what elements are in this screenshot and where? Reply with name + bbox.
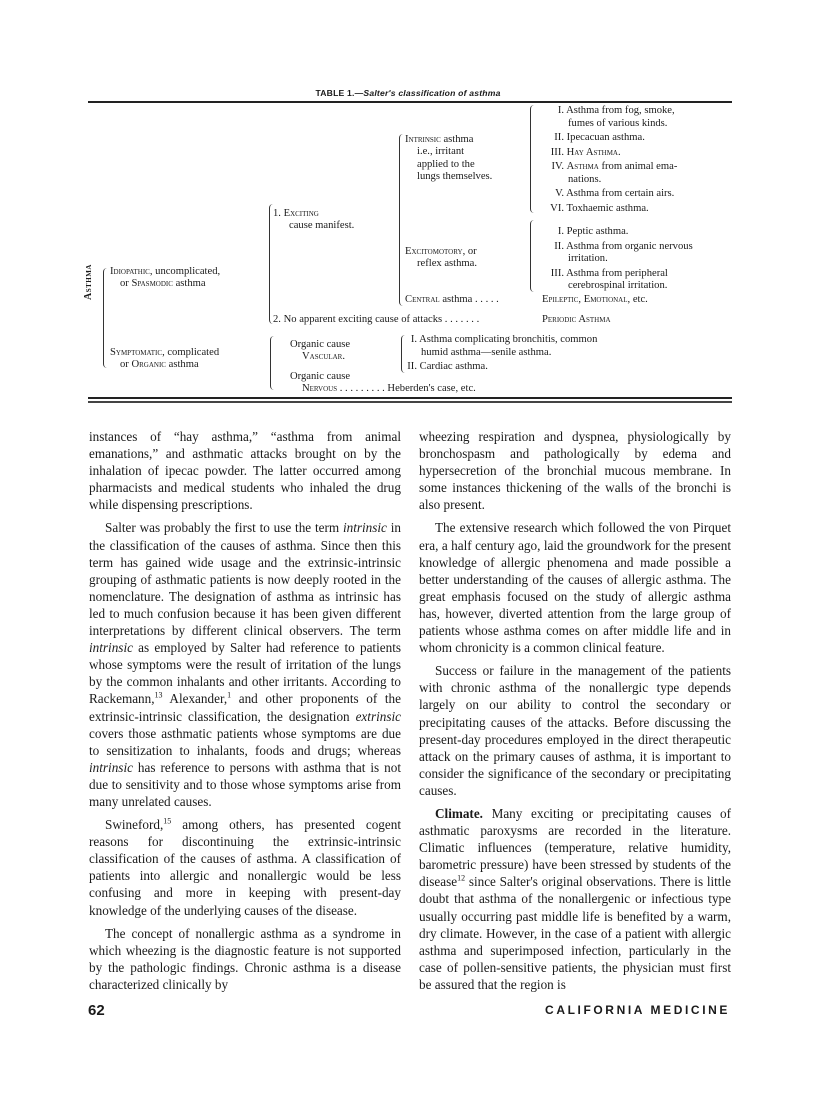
left-column-paragraph: instances of “hay asthma,” “asthma from animal emanations,” and asthmatic attacks brought on by the inhalation of ipecac powder. The latter occurred among pharmacists and medical students who inhaled the drug while dispensing prescriptions. [89,429,401,513]
intrinsic-item: I. Asthma from fog, smoke, [557,105,675,116]
journal-name: CALIFORNIA MEDICINE [545,1003,730,1017]
vascular-item: I. Asthma complicating bronchitis, common [410,334,598,345]
italic-term: intrinsic [342,520,387,536]
excitomotory-label: Excitomotory, or reflex asthma. [405,246,478,270]
italic-term: extrinsic [355,708,401,724]
intrinsic-items-brace [530,105,537,213]
intrinsic-item-cont: fumes of various kinds. [568,117,668,129]
right-column-paragraph: Success or failure in the management of the patients with chronic asthma of the nonallergic type depends largely on our ability to control the secondary or precipitating causes of the attacks. Before discussing the present-day procedures employed in the direct therapeutic attack on the primary causes of asthma, it is important to consider the significance of the secondary or precipitating causes. [419,663,731,798]
table-top-rule [88,101,732,103]
right-column [419,428,731,993]
table-bottom-rule-2 [88,401,732,403]
excitomotory-item-cont: irritation. [568,253,608,264]
excitomotory-item: I. Peptic asthma. [557,226,629,237]
reference-superscript: 13 [154,691,163,701]
left-column-paragraph: Swineford,$^{15}$ among others, has presented cogent reasons for discontinuing the extrinsic-intrinsic classification of the causes of asthma. A classification of patients into allergic and nonallergic would be less confusing and more in keeping with present-day knowledge of the underlying causes of the disease. [89,816,401,918]
intrinsic-item: II. Ipecacuan asthma. [554,132,645,143]
intrinsic-items-list [537,105,677,215]
symptomatic-label: Symptomatic, complicated or Organic asthma [110,347,220,371]
central-row: Central asthma . . . . . [405,294,499,305]
page-number: 62 [88,1002,105,1019]
left-column-paragraph: Salter was probably the first to use the term intrinsic in the classification of the causes of asthma. Since then this term has gained wide usage and the extrinsic-intrinsic grouping of asthmatic patients is now deeply rooted in the nomenclature. The designation of asthma as intrinsic has led to much confusion because it has been given different interpretations by different clinical observers. The term intrinsic as employed by Salter had reference to patients whose symptoms were the result of irritation of the lungs by the common inhalants and other irritants. According to Rackemann,$^{13}$ Alexander,$^1$ and other proponents of the extrinsic-intrinsic classification, the designation extrinsic covers those asthmatic patients whose symptoms are due to sensitization to inhalants, foods and drugs; whereas intrinsic has reference to persons with asthma that is not due to sensitivity and to those whose symptoms arise from many unrelated causes. [89,520,401,809]
exciting-label: 1. Exciting cause manifest. [273,208,355,232]
excitomotory-item-cont: cerebrospinal irritation. [568,280,668,291]
excitomotory-items-brace [530,220,537,292]
section-heading: Climate. [435,805,483,821]
right-column-paragraph: The extensive research which followed the von Pirquet era, a half century ago, laid the groundwork for the present knowledge of allergic phenomena and made possible a better understanding of the causes of allergic asthma. The great emphasis focused on the study of allergic asthma has, however, diverted attention from the large group of patients whose asthma comes on after middle life and in whom chronicity is a common clinical feature. [419,520,731,656]
intrinsic-item: IV. Asthma from animal ema- [551,161,678,172]
right-column-paragraph: Climate. Many exciting or precipitating causes of asthmatic paroxysms are recorded in the literature. Climatic influences (temperature, relative humidity, barometric pressure) have been stressed by students of the disease$^{12}$ since Salter's original observations. There is little doubt that asthma of the nonallergenic or infectious type usually occurring past middle life is benefited by a warm, dry climate. However, in the case of a patient with allergic asthma and superimposed infection, particularly in the case of pollen-sensitive patients, the physician must first be assured that the region is [419,805,731,992]
caption-prefix: TABLE 1.— [315,88,364,98]
table-caption [0,88,816,98]
italic-term: intrinsic [89,759,133,775]
left-column [89,428,401,993]
vascular-item-cont: humid asthma—senile asthma. [421,346,552,358]
excitomotory-item: II. Asthma from organic nervous [554,240,693,252]
intrinsic-item: V. Asthma from certain airs. [555,188,675,199]
central-result: Epileptic, Emotional, etc. [542,294,648,305]
vascular-label: Organic cause Vascular. [290,339,351,363]
intrinsic-item: III. Hay Asthma. [550,146,621,158]
root-brace [103,268,110,368]
excitomotory-item: III. Asthma from peripheral [550,267,668,279]
root-label-asthma: Asthma [83,264,94,300]
italic-term: intrinsic [89,640,133,656]
no-cause-row: 2. No apparent exciting cause of attacks . . . . . . . [273,314,480,325]
no-cause-result: Periodic Asthma [542,314,611,325]
vascular-items-list [403,334,597,374]
idiopathic-label: Idiopathic, uncomplicated, or Spasmodic asthma [110,266,221,290]
vascular-item: II. Cardiac asthma. [407,361,488,372]
intrinsic-item: VI. Toxhaemic asthma. [550,202,649,214]
reference-superscript: 1 [227,691,232,701]
left-column-paragraph: The concept of nonallergic asthma as a syndrome in which wheezing is the diagnostic feature is not supported by the pathologic findings. Chronic asthma is a disease characterized clinically by [89,925,401,992]
reference-superscript: 15 [163,816,172,826]
excitomotory-items-list [537,226,693,293]
intrinsic-item-cont: nations. [568,173,602,185]
nervous-label: Organic cause Nervous . . . . . . . . . Heberden's case, etc. [290,371,476,395]
right-column-paragraph: wheezing respiration and dyspnea, physiologically by bronchospasm and pathologically by edema and hypersecretion of the bronchial mucous membrane. In some instances thickening of the walls of the bronchi is also present. [419,429,731,513]
symptomatic-brace [270,336,277,390]
table-bottom-rule [88,397,732,399]
caption-title: Salter's classification of asthma [363,88,501,98]
intrinsic-label: Intrinsic asthma i.e., irritant applied to the lungs themselves. [405,134,493,183]
reference-superscript: 12 [457,873,466,883]
